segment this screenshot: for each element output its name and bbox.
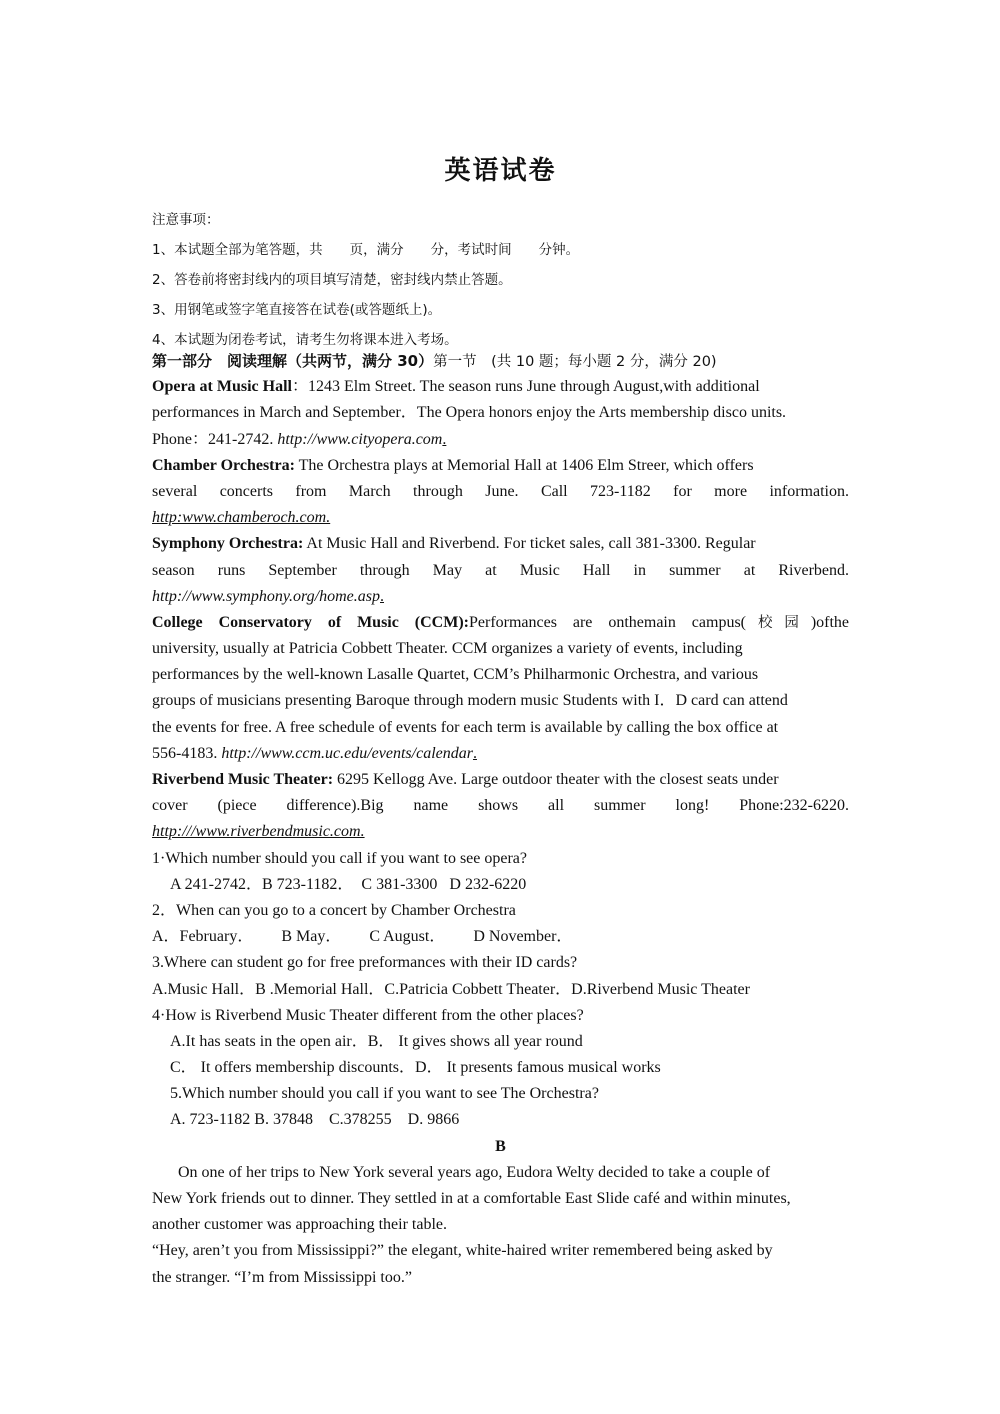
ad-symphony-name: Symphony Orchestra:: [152, 535, 304, 553]
ad-riverbend-url[interactable]: http:///www.riverbendmusic.com.: [152, 823, 365, 841]
ad-riverbend-name: Riverbend Music Theater:: [152, 771, 334, 788]
note-item: 2、答卷前将密封线内的项目填写清楚，密封线内禁止答题。: [152, 272, 512, 288]
ad-symphony-url-end: .: [380, 587, 384, 605]
section-b-p1-line1: On one of her trips to New York several years ago, Eudora Welty decided to take a couple of: [178, 1163, 771, 1181]
ad-symphony-line3: [152, 584, 849, 610]
question-1: 1·Which number should you call if you want to see opera?: [152, 849, 527, 867]
ad-chamber-line1: [152, 453, 849, 479]
ad-ccm-text-cn: 校园: [746, 614, 811, 631]
question-2: 2．When can you go to a concert by Chamber Orchestra: [152, 901, 516, 919]
ad-chamber-text: The Orchestra plays at Memorial Hall at 1406 Elm Streer, which offers: [294, 456, 754, 474]
ad-ccm-phone: 556-4183.: [152, 744, 222, 762]
ad-ccm-url[interactable]: http://www.ccm.uc.edu/events/calendar: [221, 744, 473, 762]
ad-opera-phone: Phone：241-2742.: [152, 430, 278, 448]
ad-ccm-line3: performances by the well-known Lasalle Quartet, CCM’s Philharmonic Orchestra, and various: [152, 666, 759, 684]
ad-riverbend-line1: [152, 767, 849, 793]
ad-ccm-line1: [152, 610, 849, 636]
ad-chamber-url[interactable]: http:www.chamberoch.com.: [152, 509, 331, 527]
ad-ccm-text: Performances are onthemain campus(: [468, 613, 747, 631]
ad-ccm-name: College Conservatory of Music (CCM):: [152, 613, 469, 631]
question-4: 4·How is Riverbend Music Theater different from the other places?: [152, 1006, 584, 1024]
section-b-label: B: [495, 1137, 506, 1155]
ad-chamber-name: Chamber Orchestra:: [152, 456, 295, 474]
note-item: 4、本试题为闭卷考试，请考生勿将课本进入考场。: [152, 332, 458, 348]
section-b-p2-line1: “Hey, aren’t you from Mississippi?” the elegant, white-haired writer remembered being asked by: [152, 1242, 773, 1260]
section-b-p1-line3: another customer was approaching their table.: [152, 1216, 447, 1234]
question-5-options: A. 723-1182 B. 37848 C.378255 D. 9866: [170, 1111, 460, 1129]
ad-opera-line2: performances in March and September．The Opera honors enjoy the Arts membership disco units.: [152, 404, 787, 422]
ad-symphony-url[interactable]: http://www.symphony.org/home.asp: [152, 587, 380, 605]
ad-chamber-line3: [152, 505, 849, 531]
ad-symphony-text: At Music Hall and Riverbend. For ticket sales, call 381-3300. Regular: [303, 535, 756, 553]
exam-body: [152, 348, 849, 1291]
section-b-p1-line2: New York friends out to dinner. They settled in at a comfortable East Slide café and within minutes,: [152, 1190, 791, 1207]
ad-riverbend-line3: [152, 819, 849, 845]
question-3-options: A.Music Hall．B .Memorial Hall．C.Patricia Cobbett Theater．D.Riverbend Music Theater: [152, 980, 750, 998]
ad-ccm-text-end: )ofthe: [810, 613, 849, 631]
ad-opera-name: Opera at Music Hall: [152, 378, 292, 396]
part1-section: 第一节 (共 10 题；每小题 2 分，满分 20): [433, 354, 717, 370]
ad-ccm-line4: groups of musicians presenting Baroque through modern music Students with I．D card can attend: [152, 692, 788, 710]
notes-section: [152, 205, 849, 355]
page-title: 英语试卷: [444, 156, 557, 186]
question-2-options: A．February． B May． C August． D November．: [152, 928, 573, 946]
part1-heading: [152, 348, 849, 374]
question-4-options-1: A.It has seats in the open air．B． It gives shows all year round: [170, 1032, 583, 1050]
question-4-options-2: C． It offers membership discounts．D． It presents famous musical works: [170, 1059, 661, 1077]
ad-ccm-line6: [152, 741, 849, 767]
ad-ccm-line2: university, usually at Patricia Cobbett Theater. CCM organizes a variety of events, including: [152, 640, 743, 658]
ad-ccm-line5: the events for free. A free schedule of events for each term is available by calling the box office at: [152, 718, 779, 736]
question-1-options: A 241-2742．B 723-1182． C 381-3300 D 232-6220: [170, 875, 527, 893]
notes-heading: 注意事项：: [152, 212, 220, 228]
ad-opera-text: ：1243 Elm Street. The season runs June through August,with additional: [291, 378, 760, 396]
ad-riverbend-text: 6295 Kellogg Ave. Large outdoor theater with the closest seats under: [333, 771, 779, 788]
section-b-p2-line2: the stranger. “I’m from Mississippi too.”: [152, 1268, 412, 1286]
ad-chamber-line2: several concerts from March through June. Call 723-1182 for more information.: [152, 482, 849, 500]
note-item: 3、用钢笔或签字笔直接答在试卷(或答题纸上)。: [152, 302, 442, 318]
ad-symphony-line1: [152, 531, 849, 557]
note-item: 1、本试题全部为笔答题，共 页，满分 分，考试时间 分钟。: [152, 242, 580, 258]
ad-opera-line3: [152, 427, 849, 453]
ad-symphony-line2: season runs September through May at Music Hall in summer at Riverbend.: [152, 561, 849, 579]
ad-ccm-url-end: .: [472, 744, 477, 762]
ad-opera-url-end: .: [442, 430, 447, 448]
question-3: 3.Where can student go for free preformances with their ID cards?: [152, 954, 578, 972]
ad-opera-url[interactable]: http://www.cityopera.com: [277, 430, 443, 448]
question-5: 5.Which number should you call if you want to see The Orchestra?: [170, 1085, 599, 1103]
ad-opera-line1: [152, 374, 849, 400]
ad-riverbend-line2: cover (piece difference).Big name shows all summer long! Phone:232-6220.: [152, 797, 849, 815]
part1-title: 第一部分 阅读理解（共两节，满分 30）: [152, 352, 434, 370]
